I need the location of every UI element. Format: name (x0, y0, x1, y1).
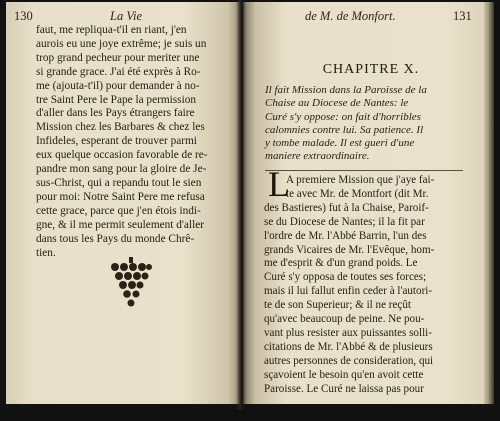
book-gutter (236, 0, 246, 410)
right-running-title: de M. de Monfort. (305, 9, 396, 23)
text-line: qu'avec beaucoup de peine. Ne pou- (264, 313, 425, 326)
right-body-text (264, 174, 470, 397)
chapter-summary (265, 84, 465, 164)
text-line: mais il lui fallut enfin ceder à l'autori- (264, 285, 433, 298)
text-line: grands Vicaires de Mr. l'Evêque, hom- (264, 243, 435, 256)
text-line: me (ajouta-t'il) pour demander à no- (36, 79, 200, 92)
chapter-title: CHAPITRE X. (322, 62, 420, 77)
text-line: vant plus resister aux puissantes solli- (264, 326, 432, 339)
drop-cap: L (268, 164, 290, 204)
text-line: Mission chez les Barbares & chez les (36, 121, 205, 134)
text-line: aurois eu une joye extrême; je suis un (36, 37, 207, 50)
text-line: Infideles, esperant de trouver parmi (36, 135, 197, 148)
text-line: faut, me repliqua-t'il en riant, j'en (36, 24, 187, 36)
page-edge (484, 2, 494, 404)
summary-line: Curé s'y oppose: on fait d'horribles (265, 110, 421, 123)
text-line: me d'esprit & d'un grand poids. Le (264, 257, 418, 270)
text-line: pandre mon sang pour la gloire de Je- (36, 163, 207, 176)
summary-line: Chaise au Diocese de Nantes: le (265, 97, 409, 110)
left-body-text (36, 24, 226, 260)
summary-line: maniere extraordinaire. (265, 150, 370, 163)
grape-cluster-ornament-icon (109, 257, 153, 309)
text-line: te avec Mr. de Montfort (dit Mr. (286, 187, 429, 200)
text-line: si grande grace. J'ai été exprès à Ro- (36, 65, 201, 78)
text-line: se du Diocese de Nantes; il la fit par (264, 215, 425, 228)
summary-line: Il fait Mission dans la Paroisse de la (265, 84, 427, 96)
left-running-title: La Vie (110, 9, 143, 23)
text-line: Curé s'y opposa de toutes ses forces; (264, 271, 427, 284)
left-page-number: 130 (14, 9, 33, 23)
text-line: sus-Christ, qui a repandu tout le sien (36, 176, 202, 189)
text-line: citations de Mr. l'Abbé & de plusieurs (264, 340, 433, 353)
text-line: l'ordre de Mr. l'Abbé Barrin, l'un des (264, 229, 427, 242)
text-line: A premiere Mission que j'aye fai- (286, 174, 435, 186)
text-line: cette grace, parce que j'en étois indi- (36, 204, 201, 217)
summary-line: calomnies contre lui. Sa patience. Il (265, 123, 424, 136)
text-line: pour moi: Notre Saint Pere me refusa (36, 190, 205, 203)
text-line: autres personnes de consideration, qui (264, 354, 434, 367)
chapter-divider (265, 170, 463, 171)
text-line: trop grand pecheur pour meriter une (36, 51, 200, 64)
text-line: dans tous les Pays du monde Chrê- (36, 232, 195, 245)
text-line: te de son Superieur; & il ne reçût (264, 299, 411, 312)
text-line: d'aller dans les Pays étrangers faire (36, 107, 195, 120)
text-line: gne, & il me permit seulement d'aller (36, 218, 204, 231)
text-line: des Bastieres) fut à la Chaise, Paroif- (264, 201, 429, 214)
text-line: sçavoient le besoin qu'en avoit cette (264, 368, 424, 381)
text-line: tien. (36, 246, 56, 259)
right-page-number: 131 (453, 9, 472, 23)
text-line: eux quelque occasion favorable de re- (36, 149, 208, 162)
summary-line: y tombe malade. Il est gueri d'une (265, 137, 415, 150)
text-line: Paroisse. Le Curé ne laissa pas pour (264, 382, 424, 395)
text-line: tre Saint Pere le Pape la permission (36, 93, 196, 106)
